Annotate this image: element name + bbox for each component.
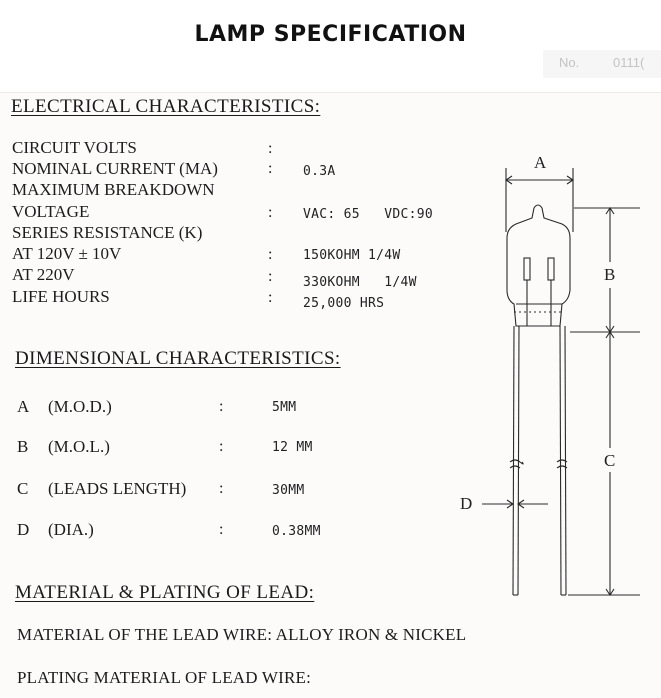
- electrical-row-label: LIFE HOURS: [12, 287, 110, 306]
- dimension-value: 12 MM: [272, 440, 313, 455]
- electrical-row-colon: :: [268, 160, 273, 177]
- dimensional-heading: DIMENSIONAL CHARACTERISTICS:: [15, 348, 341, 369]
- electrical-row-colon: :: [268, 140, 273, 157]
- dimension-letter: C: [17, 479, 29, 498]
- electrical-heading: ELECTRICAL CHARACTERISTICS:: [11, 96, 321, 117]
- lamp-diagram: [460, 140, 661, 610]
- dimension-letter: D: [17, 520, 30, 539]
- dimension-label: (LEADS LENGTH): [48, 479, 187, 498]
- material-heading: MATERIAL & PLATING OF LEAD:: [15, 582, 315, 603]
- doc-no-value: 0111(: [613, 55, 645, 70]
- dimension-value: 30MM: [272, 483, 305, 498]
- document-number: [543, 50, 661, 78]
- dimension-value: 0.38MM: [272, 524, 321, 539]
- electrical-row-value: 330KOHM 1/4W: [303, 275, 417, 290]
- dimension-b-label: B: [604, 265, 616, 284]
- dimension-d-label: D: [460, 494, 473, 513]
- dimension-label: (M.O.D.): [48, 397, 112, 416]
- electrode-left: [524, 258, 530, 280]
- break-mark-left: [510, 460, 523, 464]
- dimension-colon: :: [219, 438, 224, 455]
- electrical-row-label: NOMINAL CURRENT (MA): [12, 159, 218, 178]
- dimension-letter: B: [17, 437, 29, 456]
- dimension-label: (M.O.L.): [48, 437, 110, 456]
- electrical-row-colon: :: [268, 268, 273, 285]
- electrical-row-label: CIRCUIT VOLTS: [12, 138, 137, 157]
- dimension-colon: :: [219, 480, 224, 497]
- electrical-row-label: AT 220V: [12, 265, 75, 284]
- electrical-row-colon: :: [268, 204, 273, 221]
- dimension-colon: :: [219, 398, 224, 415]
- electrical-row-label: SERIES RESISTANCE (K): [12, 223, 203, 242]
- lead-wire-plating: PLATING MATERIAL OF LEAD WIRE:: [17, 668, 312, 687]
- dimension-a-label: A: [534, 153, 547, 172]
- page-title: LAMP SPECIFICATION: [194, 22, 467, 47]
- lead-wire-material: MATERIAL OF THE LEAD WIRE: ALLOY IRON & NICKEL: [17, 625, 467, 644]
- electrical-row-value: 0.3A: [303, 164, 336, 179]
- electrical-row-label: VOLTAGE: [12, 202, 90, 221]
- dimension-value: 5MM: [272, 400, 297, 415]
- dimension-label: (DIA.): [48, 520, 94, 539]
- dimension-colon: :: [219, 521, 224, 538]
- electrical-row-colon: :: [268, 289, 273, 306]
- electrical-row-colon: :: [268, 246, 273, 263]
- bulb-envelope: [507, 205, 570, 326]
- doc-no-label: No.: [559, 55, 580, 70]
- electrical-row-label: AT 120V ± 10V: [12, 244, 122, 263]
- electrical-row-value: VAC: 65 VDC:90: [303, 207, 434, 222]
- electrode-right: [548, 258, 554, 280]
- electrical-row-label: MAXIMUM BREAKDOWN: [12, 180, 215, 199]
- dimension-letter: A: [17, 397, 30, 416]
- electrical-row-value: 150KOHM 1/4W: [303, 248, 401, 263]
- electrical-row-value: 25,000 HRS: [303, 296, 385, 311]
- dimension-c-label: C: [604, 451, 616, 470]
